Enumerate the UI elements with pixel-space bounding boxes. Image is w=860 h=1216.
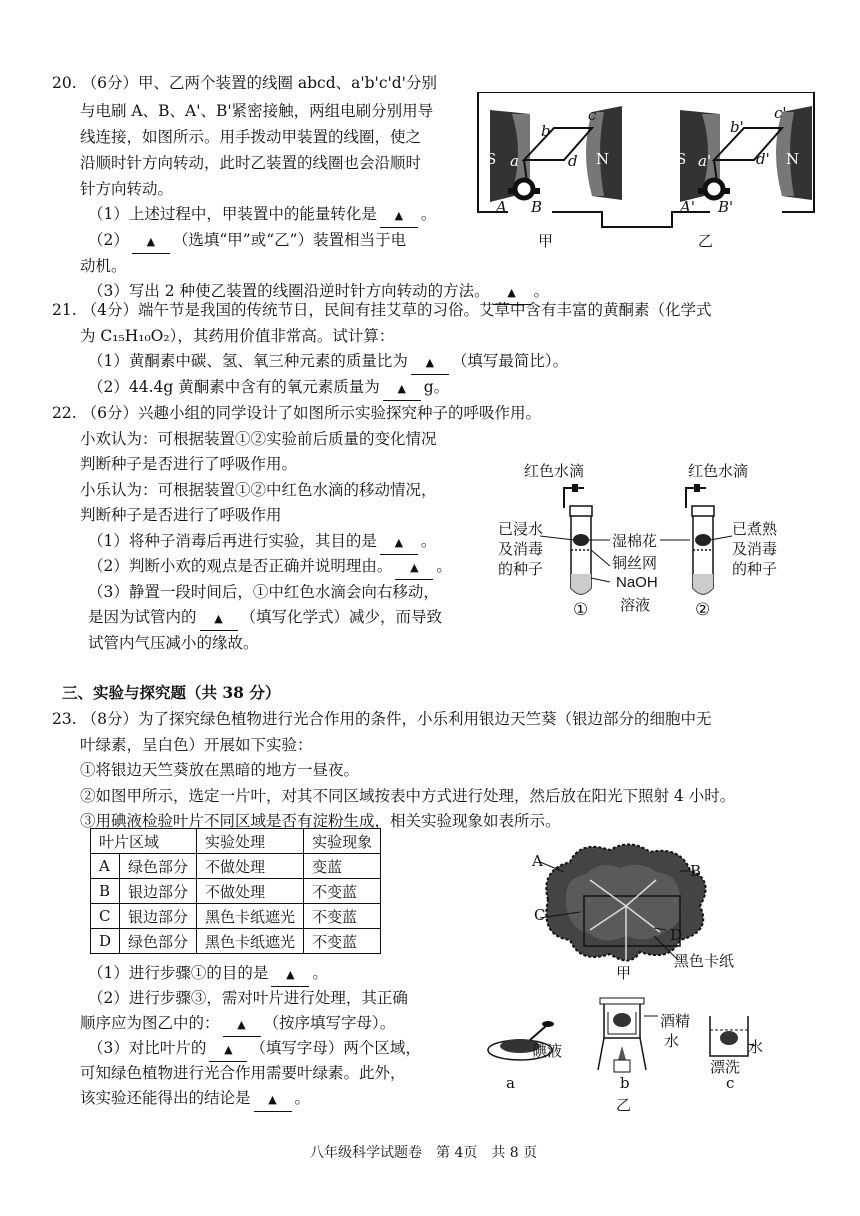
q23-sub2-text: 顺序应为图乙中的：	[80, 1014, 220, 1032]
q23-fig-water2: 水	[748, 1038, 764, 1056]
table-cell: D	[91, 929, 120, 954]
q20-generator-figure	[472, 92, 820, 270]
q21-sub1	[88, 350, 568, 375]
q21-line1: 21. （4分）端午节是我国的传统节日，民间有挂艾草的习俗。艾草中含有丰富的黄酮素（化学式	[52, 301, 712, 319]
q20-fig-b-prime: b'	[730, 118, 744, 136]
q23-fig-c: c	[726, 1074, 735, 1092]
q21-sub2-end: g。	[423, 378, 450, 396]
q23-fig-alcohol: 酒精	[660, 1012, 691, 1030]
q22-fig-drop1: 红色水滴	[524, 462, 585, 480]
q20-fig-A-prime: A'	[680, 198, 695, 216]
q23-leaf-label-A: A	[532, 852, 543, 870]
q22-fig-cotton: 湿棉花	[612, 532, 658, 550]
q20-fig-d: d	[568, 152, 578, 170]
q22-fig-naoh: NaOH	[616, 574, 658, 591]
answer-blank[interactable]: ▲	[380, 532, 418, 555]
q23-step2: ②如图甲所示，选定一片叶，对其不同区域按表中方式进行处理，然后放在阳光下照射 4 小时。	[80, 787, 736, 805]
q20-sub1-end: 。	[420, 205, 437, 223]
table-row	[91, 904, 381, 929]
q20-sub2	[88, 229, 406, 254]
q20-fig-N2: N	[786, 150, 800, 168]
page-footer: 八年级科学试题卷 第 4页 共 8 页	[310, 1145, 538, 1161]
q20-line4: 沿顺时针方向转动，此时乙装置的线圈也会沿顺时	[80, 154, 422, 172]
q22-fig-seed1-l3: 的种子	[498, 560, 544, 578]
q23-sub3	[88, 1037, 421, 1062]
q20-sub3-end: 。	[533, 282, 550, 300]
table-cell: 不变蓝	[304, 904, 381, 929]
q20-sub2-cont: 动机。	[80, 257, 127, 275]
q23-sub1-end: 。	[312, 964, 328, 982]
q22-sub2-end: 。	[436, 557, 452, 575]
table-cell: 不做处理	[197, 854, 304, 879]
table-cell: 不变蓝	[304, 929, 381, 954]
q23-step3: ③用碘液检验叶片不同区域是否有淀粉生成，相关实验现象如表所示。	[80, 812, 561, 830]
answer-blank[interactable]: ▲	[271, 964, 309, 987]
table-header: 叶片区域	[91, 829, 197, 854]
q23-leaf-label-C: C	[534, 906, 546, 924]
table-header-row	[91, 829, 381, 854]
q20-sub1-text: （1）上述过程中，甲装置中的能量转化是	[88, 205, 377, 223]
q23-fig-iodine: 碘液	[532, 1042, 563, 1060]
table-cell: 银边部分	[120, 904, 197, 929]
table-cell: 绿色部分	[120, 929, 197, 954]
q21-sub1-end: （填写最简比）。	[451, 352, 569, 370]
q20-line1: 20. （6分）甲、乙两个装置的线圈 abcd、a'b'c'd'分别	[52, 74, 437, 92]
q20-fig-c-prime: c'	[774, 104, 787, 122]
q20-fig-B-prime: B'	[718, 198, 734, 216]
q22-sub3-line2	[88, 606, 442, 631]
table-cell: A	[91, 854, 120, 879]
table-header: 实验现象	[304, 829, 381, 854]
q20-fig-N: N	[596, 150, 610, 168]
table-cell: B	[91, 879, 120, 904]
q20-fig-a: a	[510, 152, 519, 170]
q20-fig-S: S	[486, 150, 497, 168]
q23-sub3-text3: 该实验还能得出的结论是	[80, 1089, 251, 1107]
q22-line5: 判断种子是否进行了呼吸作用	[80, 506, 282, 524]
q22-fig-seed2-l2: 及消毒	[732, 540, 778, 558]
q23-fig-rinse: 漂洗	[710, 1058, 741, 1076]
answer-blank[interactable]: ▲	[380, 205, 418, 228]
q20-sub1	[88, 203, 436, 228]
table-cell: 黑色卡纸遮光	[197, 904, 304, 929]
q22-sub1	[88, 530, 436, 555]
q23-step1: ①将银边天竺葵放在黑暗的地方一昼夜。	[80, 761, 360, 779]
q22-fig-solution: 溶液	[620, 596, 651, 614]
answer-blank[interactable]: ▲	[132, 231, 170, 254]
table-cell: 不变蓝	[304, 879, 381, 904]
answer-blank[interactable]: ▲	[223, 1014, 261, 1037]
q22-sub2-text: （2）判断小欢的观点是否正确并说明理由。	[88, 557, 393, 575]
q20-fig-A: A	[496, 198, 507, 216]
q23-results-table	[90, 828, 381, 954]
q22-sub1-text: （1）将种子消毒后再进行实验，其目的是	[88, 532, 377, 550]
q22-fig-seed2-l3: 的种子	[732, 560, 778, 578]
table-cell: 不做处理	[197, 879, 304, 904]
table-cell: 黑色卡纸遮光	[197, 929, 304, 954]
q20-sub2-text: （选填“甲”或“乙”）装置相当于电	[172, 231, 407, 249]
answer-blank[interactable]: ▲	[209, 1039, 247, 1062]
q23-leaf-label-D: D	[670, 926, 683, 944]
table-row	[91, 929, 381, 954]
section-title: 三、实验与探究题（共 38 分）	[62, 683, 281, 702]
table-cell: 绿色部分	[120, 854, 197, 879]
q23-fig-b: b	[620, 1074, 630, 1092]
q21-line2: 为 C₁₅H₁₀O₂），其药用价值非常高。试计算：	[80, 327, 395, 345]
q23-sub3-text: （3）对比叶片的	[88, 1039, 207, 1057]
q23-fig-yi: 乙	[616, 1096, 632, 1114]
q22-sub3: （3）静置一段时间后，①中红色水滴会向右移动，	[88, 583, 439, 601]
q23-sub1	[88, 962, 328, 987]
q22-line1: 22. （6分）兴趣小组的同学设计了如图所示实验探究种子的呼吸作用。	[52, 404, 541, 422]
q23-sub3-line3	[80, 1087, 310, 1112]
q22-fig-mesh: 铜丝网	[612, 554, 658, 572]
q21-sub2	[88, 376, 449, 401]
q23-sub3-end: 。	[294, 1089, 311, 1107]
q20-line3: 线连接，如图所示。用手拨动甲装置的线圈，使之	[80, 128, 422, 146]
q20-fig-a-prime: a'	[698, 152, 712, 170]
table-row	[91, 854, 381, 879]
q23-fig-water1: 水	[664, 1032, 680, 1050]
q22-fig-seed2-l1: 已煮熟	[732, 520, 778, 538]
q21-sub2-text: （2）44.4g 黄酮素中含有的氧元素质量为	[88, 378, 380, 396]
q23-leaf-card-label: 黑色卡纸	[674, 952, 735, 970]
q20-fig-B: B	[531, 198, 543, 216]
q20-sub3-text: （3）写出 2 种使乙装置的线圈沿逆时针方向转动的方法。	[88, 282, 490, 300]
q20-line2: 与电刷 A、B、A'、B'紧密接触，两组电刷分别用导	[80, 102, 434, 120]
q23-fig-a: a	[506, 1074, 515, 1092]
q22-line3: 判断种子是否进行了呼吸作用。	[80, 455, 298, 473]
table-header: 实验处理	[197, 829, 304, 854]
table-cell: C	[91, 904, 120, 929]
answer-blank[interactable]: ▲	[383, 378, 421, 401]
q23-sub2: （2）进行步骤③，需对叶片进行处理，其正确	[88, 989, 408, 1007]
q23-sub2-end: （按序填写字母）。	[263, 1014, 396, 1032]
q20-fig-c: c	[588, 106, 597, 124]
q20-line5: 针方向转动。	[80, 180, 174, 198]
answer-blank[interactable]: ▲	[493, 282, 531, 305]
q20-fig-caption-jia: 甲	[538, 232, 554, 250]
q23-line2: 叶绿素，呈白色）开展如下实验：	[80, 736, 313, 754]
q23-fig-jia: 甲	[616, 964, 632, 982]
q22-fig-seed1-l1: 已浸水	[498, 520, 544, 538]
q20-fig-S2: S	[676, 150, 687, 168]
q23-leaf-label-B: B	[690, 862, 702, 880]
q23-line1: 23. （8分）为了探究绿色植物进行光合作用的条件，小乐利用银边天竺葵（银边部分的细胞中无	[52, 710, 712, 728]
q23-sub3-line2: 可知绿色植物进行光合作用需要叶绿素。此外，	[80, 1064, 406, 1082]
q22-fig-label-1: ①	[573, 600, 589, 620]
q22-sub1-end: 。	[420, 532, 437, 550]
q21-sub1-text: （1）黄酮素中碳、氢、氧三种元素的质量比为	[88, 352, 408, 370]
answer-blank[interactable]: ▲	[411, 352, 449, 375]
table-row	[91, 879, 381, 904]
q22-fig-drop2: 红色水滴	[688, 462, 749, 480]
q23-sub1-text: （1）进行步骤①的目的是	[88, 964, 269, 982]
q22-line4: 小乐认为：可根据装置①②中红色水滴的移动情况，	[80, 481, 437, 499]
q20-sub2-prefix: （2）	[88, 231, 129, 249]
q22-sub3-text: 是因为试管内的	[88, 608, 197, 626]
answer-blank[interactable]: ▲	[254, 1089, 292, 1112]
q23-sub2-line2	[80, 1012, 395, 1037]
table-cell: 变蓝	[304, 854, 381, 879]
q22-sub2	[88, 555, 452, 580]
q22-line2: 小欢认为：可根据装置①②实验前后质量的变化情况	[80, 430, 437, 448]
q22-fig-seed1-l2: 及消毒	[498, 540, 544, 558]
q23-sub3-text2: （填写字母）两个区域，	[250, 1039, 421, 1057]
q20-fig-b: b	[541, 122, 551, 140]
q22-sub3-text2: （填写化学式）减少，而导致	[240, 608, 443, 626]
q20-fig-d-prime: d'	[756, 150, 770, 168]
answer-blank[interactable]: ▲	[395, 557, 433, 580]
q22-fig-label-2: ②	[695, 600, 711, 620]
q20-fig-caption-yi: 乙	[698, 232, 714, 250]
q22-sub3-line3: 试管内气压减小的缘故。	[88, 634, 259, 652]
table-cell: 银边部分	[120, 879, 197, 904]
answer-blank[interactable]: ▲	[200, 608, 238, 631]
